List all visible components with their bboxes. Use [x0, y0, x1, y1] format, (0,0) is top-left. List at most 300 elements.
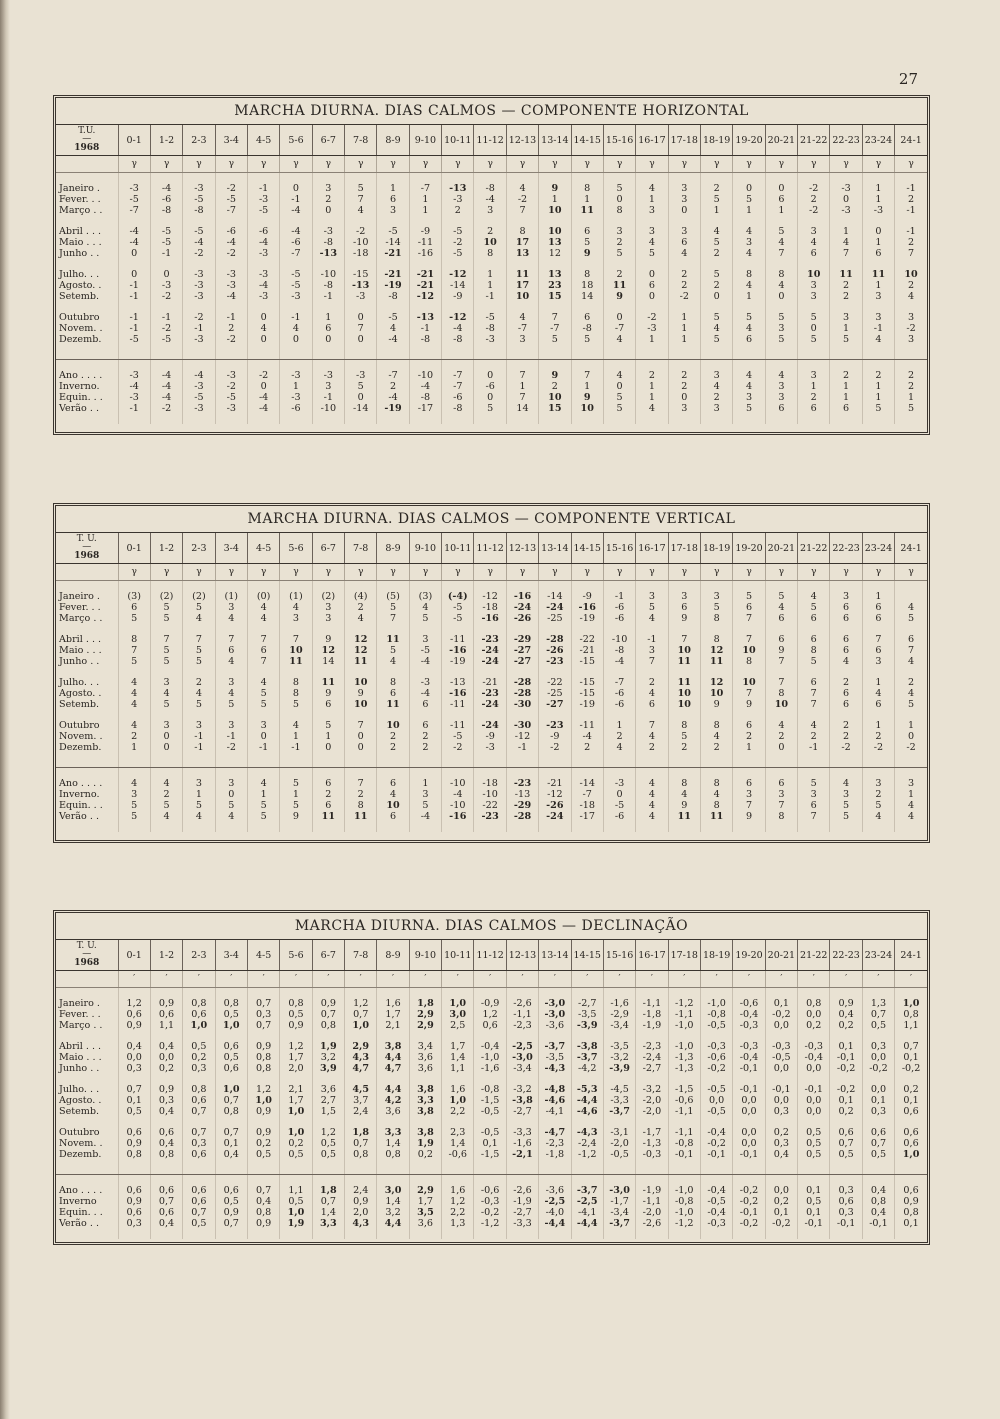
value-cell [312, 280, 344, 291]
value-cell [442, 370, 474, 381]
value-cell [442, 1149, 474, 1160]
value-cell [895, 656, 927, 667]
value-cell [668, 720, 700, 731]
value-text: 4 [292, 720, 300, 731]
value-cell [409, 237, 441, 248]
value-cell [668, 1207, 700, 1218]
value-text: 2 [908, 381, 915, 392]
value-text: -1 [129, 280, 139, 291]
value-cell [506, 1020, 538, 1031]
unit-row [56, 564, 927, 581]
hour-column-header: 0-1 [118, 125, 150, 156]
value-cell [668, 656, 700, 667]
value-text: -3 [194, 403, 204, 414]
value-text: 3 [681, 591, 688, 602]
value-cell [280, 323, 312, 334]
value-cell [700, 1106, 732, 1117]
value-cell [409, 602, 441, 613]
value-text: 0,4 [773, 1149, 789, 1160]
value-cell [280, 656, 312, 667]
spacer-cell [668, 710, 700, 720]
value-cell [377, 1185, 409, 1196]
value-text: -28 [513, 677, 532, 688]
value-text: 8 [778, 811, 785, 822]
value-text: 5 [131, 613, 138, 624]
spacer-row [56, 822, 927, 832]
spacer-cell [798, 1031, 830, 1041]
value-cell [118, 699, 150, 710]
value-text: -0,2 [739, 1218, 759, 1229]
value-text: -4 [129, 226, 139, 237]
value-cell [603, 194, 635, 205]
value-text: -1 [906, 205, 916, 216]
value-cell [215, 403, 247, 414]
value-text: 0,0 [741, 1106, 757, 1117]
spacer-cell [830, 667, 862, 677]
value-text: 1,0 [902, 998, 920, 1009]
spacer-cell [183, 216, 215, 226]
value-text: -4 [453, 323, 463, 334]
value-cell [571, 645, 603, 656]
value-text: -8 [485, 183, 495, 194]
value-text: 6 [228, 645, 235, 656]
value-text: -4,6 [544, 1095, 566, 1106]
value-text: 5 [713, 194, 720, 205]
value-text: 3 [810, 280, 817, 291]
spacer-cell [345, 710, 377, 720]
value-text: 3 [131, 789, 138, 800]
spacer-cell [312, 1031, 344, 1041]
value-cell [377, 800, 409, 811]
spacer-cell [247, 624, 279, 634]
value-cell [409, 1218, 441, 1229]
value-cell [215, 312, 247, 323]
spacer-cell [247, 768, 279, 779]
value-text: 4 [292, 602, 300, 613]
value-text: -7 [517, 323, 528, 334]
page-number: 27 [898, 70, 918, 88]
value-text: 3 [648, 591, 655, 602]
value-cell [571, 1196, 603, 1207]
value-text: 7 [745, 634, 753, 645]
spacer-cell [150, 988, 182, 999]
value-cell [765, 392, 797, 403]
value-cell [571, 237, 603, 248]
value-cell [280, 1196, 312, 1207]
value-text: -14 [352, 403, 369, 414]
value-text: 2 [422, 742, 429, 753]
spacer-cell [862, 1229, 894, 1239]
value-text: 0 [228, 789, 235, 800]
value-text: -4 [291, 205, 301, 216]
value-cell [247, 1052, 279, 1063]
value-text: -3 [194, 269, 204, 280]
value-cell [280, 1052, 312, 1063]
value-text: 4 [681, 248, 688, 259]
value-cell [312, 312, 344, 323]
spacer-cell [442, 1117, 474, 1127]
value-text: 14 [581, 291, 594, 302]
value-cell [345, 742, 377, 753]
value-cell [895, 370, 927, 381]
spacer-cell [215, 414, 247, 424]
value-cell [312, 613, 344, 624]
value-cell [798, 403, 830, 414]
value-cell [409, 634, 441, 645]
value-text: 0,5 [320, 1149, 336, 1160]
value-text: -14 [385, 237, 401, 248]
value-text: 1 [390, 183, 397, 194]
value-cell [377, 248, 409, 259]
value-cell [700, 392, 732, 403]
value-cell [733, 1138, 765, 1149]
value-text: 0,2 [838, 1020, 854, 1031]
value-text: 0 [260, 381, 267, 392]
value-text: 0,2 [191, 1052, 207, 1063]
value-cell [895, 1041, 927, 1052]
value-text: 13 [548, 237, 562, 248]
spacer-cell [247, 173, 279, 184]
spacer-cell [442, 753, 474, 768]
value-cell [765, 370, 797, 381]
value-text: -7 [453, 381, 463, 392]
value-text: -1,0 [675, 1041, 694, 1052]
value-text: 1,2 [353, 998, 369, 1009]
value-cell [409, 248, 441, 259]
value-cell [603, 183, 635, 194]
value-cell [506, 742, 538, 753]
value-text: -3 [485, 334, 495, 345]
value-text: -2,6 [513, 1185, 532, 1196]
spacer-cell [312, 710, 344, 720]
value-cell [118, 291, 150, 302]
value-text: 4 [745, 248, 753, 259]
value-cell [765, 194, 797, 205]
spacer-cell [765, 345, 797, 360]
spacer-cell [345, 1074, 377, 1084]
value-cell [636, 613, 668, 624]
value-text: 3 [648, 205, 655, 216]
value-text: 4 [778, 720, 785, 731]
value-cell [862, 1185, 894, 1196]
value-cell [733, 1196, 765, 1207]
value-text: -2 [226, 248, 236, 259]
value-text: -6 [453, 392, 463, 403]
value-text: 0,7 [158, 1196, 175, 1207]
value-cell [312, 1218, 344, 1229]
value-text: 7 [357, 194, 364, 205]
value-cell [183, 645, 215, 656]
hour-column-header: 21-22 [798, 533, 830, 564]
value-cell [474, 688, 506, 699]
spacer-cell [442, 1175, 474, 1186]
spacer-row [56, 753, 927, 768]
row-label: Junho . . [59, 656, 100, 667]
value-text: -26 [513, 613, 532, 624]
value-text: 1,0 [902, 1149, 920, 1160]
value-cell [733, 998, 765, 1009]
spacer-cell [895, 1160, 927, 1175]
value-text: -8 [388, 291, 398, 302]
value-cell [474, 194, 506, 205]
value-cell [183, 205, 215, 216]
value-cell [118, 677, 150, 688]
value-cell [636, 280, 668, 291]
value-text: 5 [163, 613, 170, 624]
value-cell [442, 688, 474, 699]
value-text: 0,3 [870, 1041, 887, 1052]
spacer-cell [506, 1160, 538, 1175]
value-cell [733, 1218, 765, 1229]
value-cell [539, 634, 571, 645]
value-cell [506, 656, 538, 667]
value-text: -16 [513, 591, 532, 602]
spacer-cell [830, 259, 862, 269]
value-text: 0,1 [773, 998, 789, 1009]
value-text: -15 [352, 269, 369, 280]
value-text: -1,6 [480, 1063, 500, 1074]
spacer-cell [377, 1229, 409, 1239]
spacer-cell [377, 1160, 409, 1175]
corner-dash: — [82, 542, 92, 552]
value-cell [830, 998, 862, 1009]
value-cell [345, 778, 377, 789]
value-text: 1 [292, 381, 300, 392]
value-cell [183, 1041, 215, 1052]
hour-column-header: 9-10 [409, 940, 441, 971]
value-text: 6 [745, 602, 753, 613]
value-cell [830, 1106, 862, 1117]
value-cell [668, 688, 700, 699]
value-cell [862, 312, 894, 323]
value-text: 1,0 [190, 1020, 208, 1031]
value-text: 1,2 [450, 1196, 466, 1207]
value-cell [118, 1052, 150, 1063]
value-text: 4 [131, 677, 138, 688]
value-cell [345, 370, 377, 381]
value-text: -2,3 [513, 1020, 532, 1031]
value-text: 2 [843, 291, 850, 302]
value-text: -0,3 [739, 1041, 759, 1052]
value-text: 7 [551, 312, 558, 323]
value-text: 1 [778, 205, 785, 216]
row-label: Inverno. [59, 381, 100, 392]
value-cell [150, 1084, 182, 1095]
value-text: 4 [390, 323, 397, 334]
value-text: 5 [908, 403, 915, 414]
value-cell [118, 1063, 150, 1074]
unit-symbol: ′ [215, 971, 247, 988]
spacer-cell [345, 1229, 377, 1239]
spacer-cell [377, 1031, 409, 1041]
value-text: 0,8 [191, 1084, 207, 1095]
value-cell [539, 1138, 571, 1149]
value-text: -3,3 [610, 1095, 629, 1106]
value-text: 1 [875, 591, 882, 602]
value-text: -2,6 [513, 998, 532, 1009]
value-cell [830, 1138, 862, 1149]
spacer-cell [56, 710, 118, 720]
value-cell [733, 194, 765, 205]
value-text: -2,3 [642, 1041, 662, 1052]
value-cell [474, 403, 506, 414]
spacer-cell [280, 360, 312, 371]
value-cell [183, 613, 215, 624]
value-text: 3 [745, 789, 753, 800]
value-text: 5 [810, 334, 817, 345]
spacer-cell [280, 581, 312, 592]
value-cell [183, 656, 215, 667]
value-cell [150, 699, 182, 710]
spacer-cell [183, 1175, 215, 1186]
value-cell [603, 226, 635, 237]
value-cell [603, 731, 635, 742]
value-text: 0,7 [903, 1041, 919, 1052]
spacer-cell [603, 1229, 635, 1239]
spacer-cell [247, 822, 279, 832]
value-text: -19 [579, 699, 595, 710]
value-text: -0,1 [707, 1149, 726, 1160]
value-text: -0,6 [707, 1052, 726, 1063]
value-cell [474, 1041, 506, 1052]
value-text: 0,4 [870, 1207, 887, 1218]
value-text: 0,6 [903, 1127, 919, 1138]
hour-column-header: 8-9 [377, 125, 409, 156]
row-label: Setemb. [59, 291, 100, 302]
value-text: 4 [908, 688, 915, 699]
value-cell [409, 312, 441, 323]
value-text: -12 [482, 591, 498, 602]
value-cell [442, 1095, 474, 1106]
value-text: 0,4 [255, 1196, 272, 1207]
value-text: 0,5 [870, 1149, 887, 1160]
spacer-cell [862, 710, 894, 720]
value-cell [571, 1063, 603, 1074]
spacer-cell [668, 1229, 700, 1239]
value-cell [700, 602, 732, 613]
value-text: -3 [226, 370, 236, 381]
value-text: -1 [226, 312, 236, 323]
spacer-cell [700, 822, 732, 832]
value-text: 3 [713, 591, 720, 602]
value-cell [603, 1084, 635, 1095]
value-cell [668, 1127, 700, 1138]
value-text: -26 [546, 645, 564, 656]
spacer-cell [636, 1117, 668, 1127]
value-cell [215, 381, 247, 392]
value-text: 4 [875, 811, 882, 822]
value-text: 1 [681, 312, 688, 323]
spacer-cell [377, 753, 409, 768]
value-cell [895, 1009, 927, 1020]
spacer-cell [474, 1175, 506, 1186]
spacer-cell [247, 753, 279, 768]
value-cell [830, 237, 862, 248]
value-text: 8 [778, 688, 785, 699]
value-cell [636, 699, 668, 710]
spacer-cell [571, 624, 603, 634]
value-text: -16 [578, 602, 596, 613]
spacer-cell [862, 259, 894, 269]
data-table [56, 940, 927, 1239]
value-cell [571, 280, 603, 291]
value-cell [118, 731, 150, 742]
spacer-cell [862, 753, 894, 768]
value-cell [733, 731, 765, 742]
value-text: 4 [908, 602, 915, 613]
spacer-row [56, 1160, 927, 1175]
row-label: Fever. . . [59, 602, 101, 613]
value-cell [765, 1127, 797, 1138]
value-text: (3) [418, 591, 433, 602]
value-cell [798, 280, 830, 291]
value-text: -2 [226, 381, 236, 392]
value-text: 0,8 [255, 1063, 272, 1074]
spacer-cell [506, 259, 538, 269]
spacer-cell [215, 1074, 247, 1084]
value-cell [474, 1009, 506, 1020]
value-cell [280, 720, 312, 731]
value-text: 5 [292, 800, 300, 811]
value-text: -12 [514, 731, 531, 742]
value-text: 2 [908, 677, 915, 688]
unit-symbol: ′ [539, 971, 571, 988]
value-cell [668, 1041, 700, 1052]
spacer-cell [150, 173, 182, 184]
value-cell [442, 280, 474, 291]
value-cell [571, 370, 603, 381]
value-text: 0,0 [773, 1095, 789, 1106]
value-text: 0 [778, 183, 785, 194]
value-text: -1,9 [642, 1020, 662, 1031]
spacer-cell [862, 1031, 894, 1041]
value-cell [345, 1009, 377, 1020]
value-cell [603, 1052, 635, 1063]
unit-symbol: γ [700, 564, 732, 581]
spacer-cell [539, 173, 571, 184]
value-text: 5 [195, 699, 202, 710]
table-row [56, 183, 927, 194]
spacer-cell [312, 414, 344, 424]
value-cell [280, 699, 312, 710]
value-cell [247, 1084, 279, 1095]
value-text: 1 [260, 789, 267, 800]
spacer-cell [506, 1175, 538, 1186]
value-text: 11 [677, 811, 691, 822]
value-cell [895, 381, 927, 392]
value-cell [765, 226, 797, 237]
value-text: -2,4 [642, 1052, 662, 1063]
value-text: -2 [517, 194, 528, 205]
value-text: -5 [161, 237, 172, 248]
value-cell [345, 312, 377, 323]
value-cell [183, 1207, 215, 1218]
value-text: -5 [226, 392, 236, 403]
value-text: 2 [584, 742, 591, 753]
spacer-cell [895, 1117, 927, 1127]
unit-row [56, 971, 927, 988]
value-cell [798, 1127, 830, 1138]
spacer-cell [668, 1175, 700, 1186]
value-cell [895, 1138, 927, 1149]
value-cell [700, 1009, 732, 1020]
value-text: 4 [131, 688, 138, 699]
value-cell [668, 789, 700, 800]
value-cell [345, 1041, 377, 1052]
row-label: Equin. . . [59, 800, 103, 811]
spacer-cell [700, 345, 732, 360]
value-text: 1 [648, 392, 655, 403]
